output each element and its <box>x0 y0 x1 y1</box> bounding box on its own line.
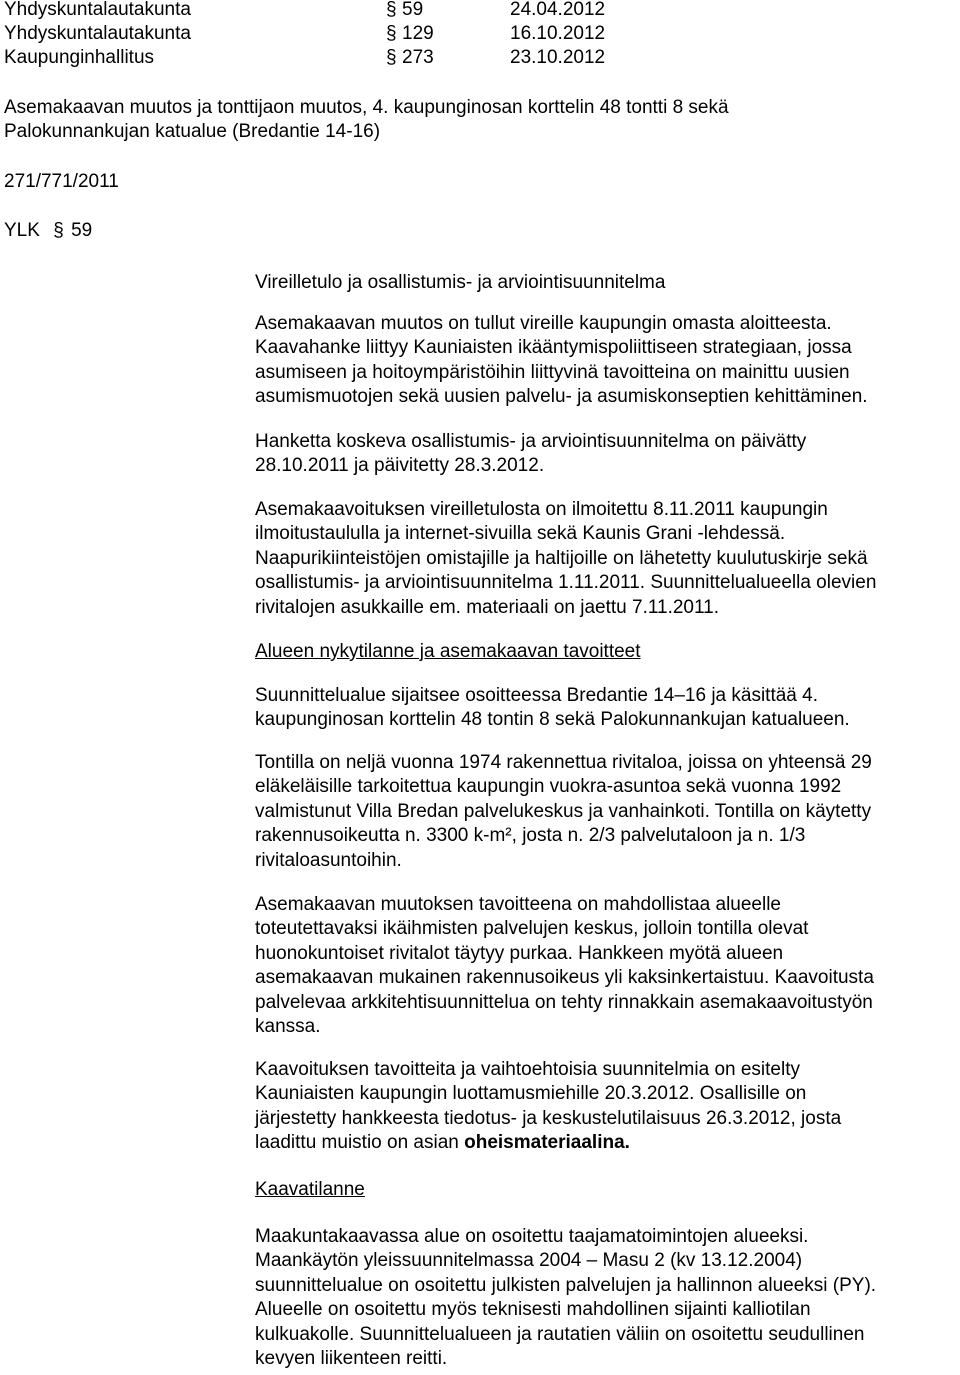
paragraph <box>255 893 955 1039</box>
text-line: asumismuotojen sekä uusien palvelu- ja asumiskonseptien kehittäminen. <box>255 386 868 408</box>
text-line: Asemakaavoituksen vireilletulosta on ilmoitettu 8.11.2011 kaupungin <box>255 499 828 520</box>
section-heading-text: Alueen nykytilanne ja asemakaavan tavoitteet <box>255 641 641 662</box>
text-line: rakennusoikeutta n. 3300 k-m², josta n. 2/3 palvelutaloon ja n. 1/3 <box>255 825 806 847</box>
ylk-number: 59 <box>71 220 93 241</box>
section-number: 273 <box>402 47 434 68</box>
text-line: Kaavoituksen tavoitteita ja vaihtoehtoisia suunnitelmia on esitelty <box>255 1059 800 1080</box>
text-line: kulkuakolle. Suunnittelualueen ja rautatien väliin on osoitettu seudullinen <box>255 1323 865 1345</box>
meeting-date: 24.04.2012 <box>510 0 606 20</box>
section-heading <box>255 640 641 664</box>
text-line <box>255 1131 955 1155</box>
text-line: eläkeläisille tarkoitettua kaupungin vuokra-asuntoa sekä vuonna 1992 <box>255 776 842 798</box>
text-line: Kaavahanke liittyy Kauniaisten ikääntymispoliittiseen strategiaan, jossa <box>255 337 852 359</box>
meeting-date: 16.10.2012 <box>510 23 606 44</box>
section-heading <box>255 1178 365 1202</box>
text-line: asemakaavan mukainen rakennusoikeus yli kaksinkertaistuu. Kaavoitusta <box>255 967 874 989</box>
text-line: kevyen liikenteen reitti. <box>255 1348 448 1370</box>
section-sign: § <box>386 23 397 44</box>
section-sign: § <box>386 47 397 68</box>
paragraph <box>255 751 955 873</box>
section-sign: § <box>53 220 64 241</box>
paragraph <box>255 684 955 733</box>
text-line: palvelevaa arkkitehtisuunnittelua on tehty rinnakkain asemakaavoitustyön <box>255 991 873 1013</box>
text-line: Tontilla on neljä vuonna 1974 rakennettua rivitaloa, joissa on yhteensä 29 <box>255 752 872 773</box>
text-line: Maankäytön yleissuunnitelmassa 2004 – Masu 2 (kv 13.12.2004) <box>255 1250 803 1272</box>
committee-name: Kaupunginhallitus <box>4 47 155 68</box>
paragraph <box>255 1225 955 1371</box>
text-line: 28.10.2011 ja päivitetty 28.3.2012. <box>255 455 545 477</box>
committee-name: Yhdyskuntalautakunta <box>4 0 191 20</box>
text-line: Kauniaisten kaupungin luottamusmiehille 20.3.2012. Osallisille on <box>255 1083 807 1105</box>
meeting-date: 23.10.2012 <box>510 47 606 68</box>
text-line: rivitalojen asukkaille em. materiaali on jaettu 7.11.2011. <box>255 596 719 618</box>
ylk-label: YLK <box>4 220 40 241</box>
paragraph <box>255 498 955 620</box>
document-title-line: Asemakaavan muutos ja tonttijaon muutos, 4. kaupunginosan korttelin 48 tontti 8 sekä <box>4 97 729 118</box>
text-line: toteutettavaksi ikäihmisten palvelujen keskus, jolloin tontilla olevat <box>255 918 809 940</box>
section-heading: Vireilletulo ja osallistumis- ja arviointisuunnitelma <box>255 272 666 293</box>
text-line: Suunnittelualue sijaitsee osoitteessa Bredantie 14–16 ja käsittää 4. <box>255 685 818 706</box>
paragraph <box>255 1058 955 1156</box>
section-heading-text: Kaavatilanne <box>255 1179 365 1200</box>
section-number: 59 <box>402 0 424 20</box>
text-line: rivitaloasuntoihin. <box>255 849 402 871</box>
attachment-reference: oheismateriaalina. <box>464 1132 630 1154</box>
text-line: järjestetty hankkeesta tiedotus- ja keskustelutilaisuus 26.3.2012, josta <box>255 1107 842 1129</box>
text-line: Asemakaavan muutoksen tavoitteena on mahdollistaa alueelle <box>255 894 781 915</box>
text-line: kanssa. <box>255 1016 321 1038</box>
text-line: Hanketta koskeva osallistumis- ja arviointisuunnitelma on päivätty <box>255 431 807 452</box>
paragraph <box>255 312 955 410</box>
text-line: kaupunginosan korttelin 48 tontin 8 sekä Palokunnankujan katualueen. <box>255 709 850 731</box>
text-line: ilmoitustaululla ja internet-sivuilla sekä Kaunis Grani -lehdessä. <box>255 523 786 545</box>
text-line: Maakuntakaavassa alue on osoitettu taajamatoimintojen alueeksi. <box>255 1226 809 1247</box>
text-span: laadittu muistio on asian <box>255 1132 465 1154</box>
text-line: Naapurikiinteistöjen omistajille ja haltijoille on lähetetty kuulutuskirje sekä <box>255 547 868 569</box>
text-line: valmistunut Villa Bredan palvelukeskus ja vanhainkoti. Tontilla on käytetty <box>255 800 872 822</box>
text-line: huonokuntoiset rivitalot täytyy purkaa. Hankkeen myötä alueen <box>255 942 784 964</box>
text-line: suunnittelualue on osoitettu julkisten palvelujen ja hallinnon alueeksi (PY). <box>255 1274 877 1296</box>
text-line: asumiseen ja hoitoympäristöihin liittyvinä tavoitteina on mainittu uusien <box>255 361 850 383</box>
text-line: Alueelle on osoitettu myös teknisesti mahdollinen sijainti kalliotilan <box>255 1299 811 1321</box>
text-line: Asemakaavan muutos on tullut vireille kaupungin omasta aloitteesta. <box>255 313 832 334</box>
committee-name: Yhdyskuntalautakunta <box>4 23 191 44</box>
document-title-line: Palokunnankujan katualue (Bredantie 14-16) <box>4 121 381 142</box>
section-sign: § <box>386 0 397 20</box>
text-line: osallistumis- ja arviointisuunnitelma 1.11.2011. Suunnittelualueella olevien <box>255 572 877 594</box>
paragraph <box>255 430 955 479</box>
record-id: 271/771/2011 <box>4 171 119 192</box>
ylk-reference <box>4 219 92 243</box>
section-number: 129 <box>402 23 434 44</box>
